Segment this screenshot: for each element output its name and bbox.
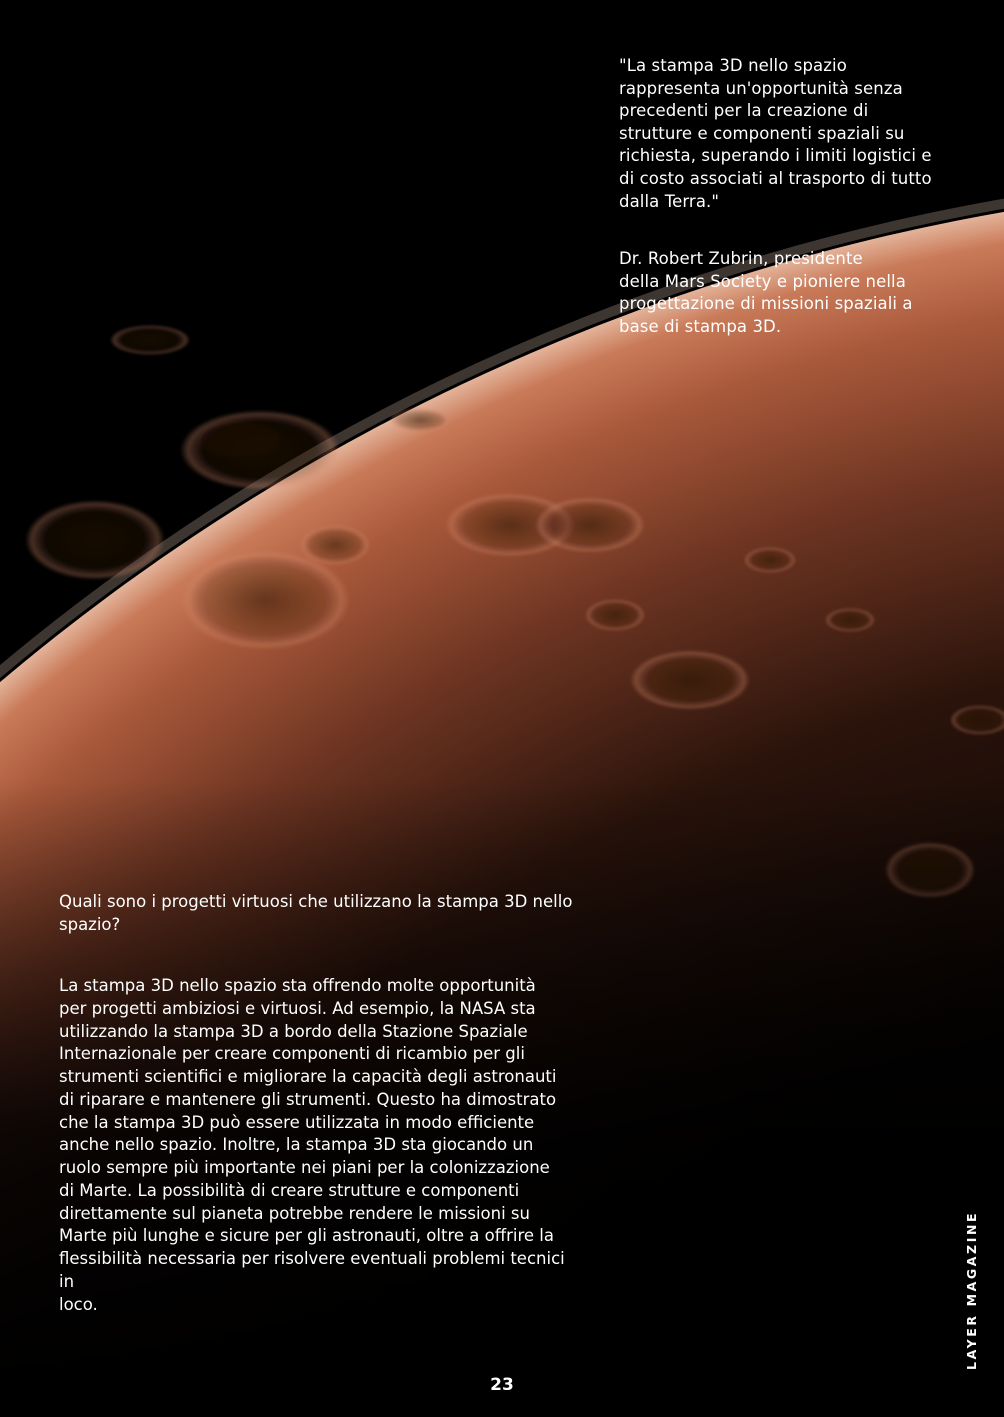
quote-text: "La stampa 3D nello spazio rappresenta un'opportunità senza precedenti per la creazione di strutture e componenti spaziali su richiesta, superando i limiti logistici e di costo associati al trasporto di tutto dalla Terra."	[619, 56, 932, 211]
quote-attribution: Dr. Robert Zubrin, presidente della Mars Society e pioniere nella progettazione di missioni spaziali a base di stampa 3D.	[619, 249, 913, 336]
magazine-name: LAYER MAGAZINE	[964, 1210, 979, 1370]
section-question: Quali sono i progetti virtuosi che utilizzano la stampa 3D nello spazio?	[59, 892, 573, 934]
page-number: 23	[490, 1375, 514, 1395]
pull-quote	[619, 55, 959, 339]
article-body: La stampa 3D nello spazio sta offrendo molte opportunità per progetti ambiziosi e virtuosi. Ad esempio, la NASA sta utilizzando la stampa 3D a bordo della Stazione Spaziale Internazionale per creare componenti di ricambio per gli strumenti scientifici e migliorare la capacità degli astronauti di riparare e mantenere gli strumenti. Questo ha dimostrato che la stampa 3D può essere utilizzata in modo efficiente anche nello spazio. Inoltre, la stampa 3D sta giocando un ruolo sempre più importante nei piani per la colonizzazione di Marte. La possibilità di creare strutture e componenti direttamente sul pianeta potrebbe rendere le missioni su Marte più lunghe e sicure per gli astronauti, oltre a offrire la flessibilità necessaria per risolvere eventuali problemi tecnici in loco.	[59, 976, 565, 1314]
